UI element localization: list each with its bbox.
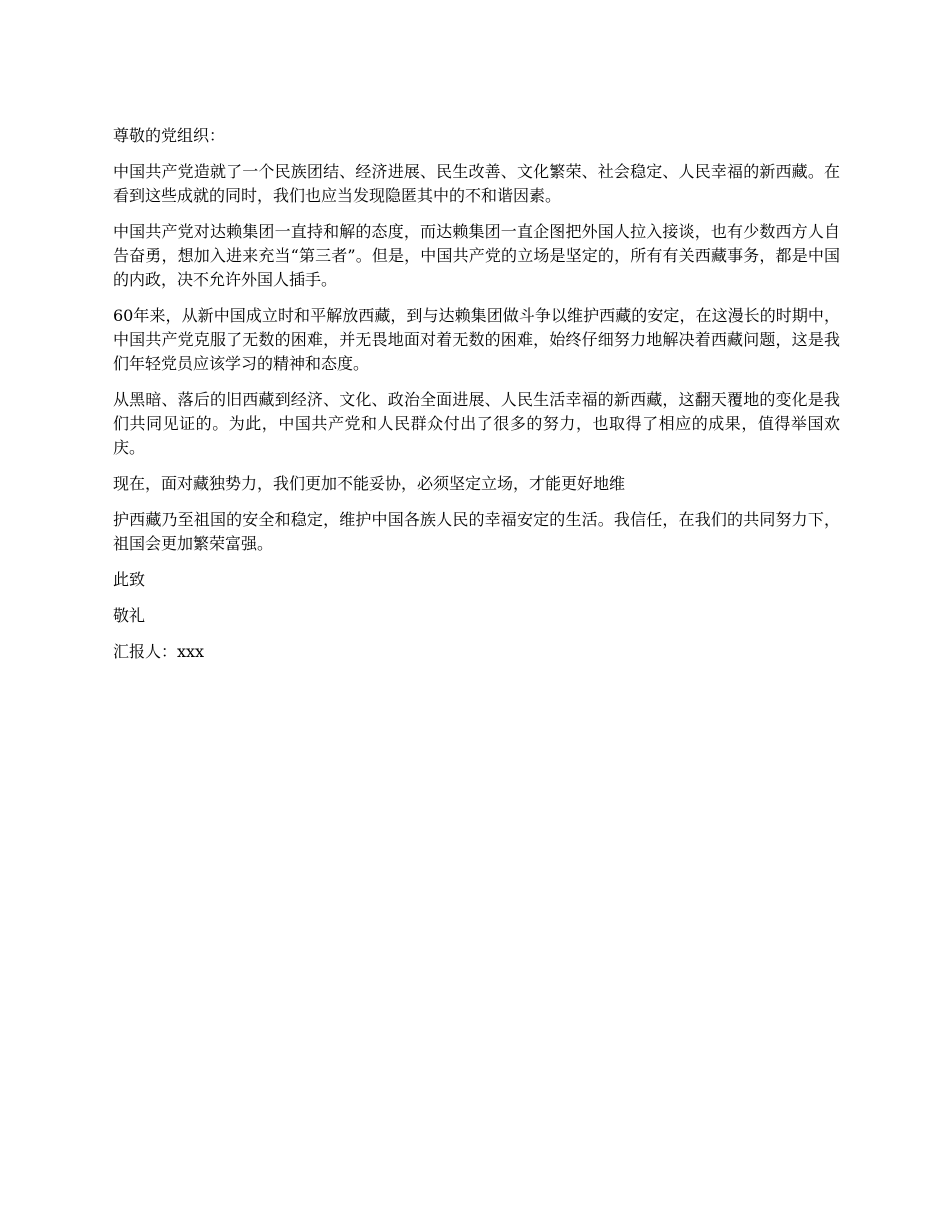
- signature: 汇报人：xxx: [113, 642, 205, 661]
- paragraph-5: 现在，面对藏独势力，我们更加不能妥协，必须坚定立场，才能更好地维: [113, 474, 626, 493]
- document-page: [113, 124, 840, 676]
- closing-line-2: 敬礼: [113, 606, 146, 625]
- paragraph-3: 60年来，从新中国成立时和平解放西藏，到与达赖集团做斗争以维护西藏的安定，在这漫长的时期中，中国共产党克服了无数的困难，并无畏地面对着无数的困难，始终仔细努力地解决着西藏问题，这是我们年轻党员应该学习的精神和态度。: [113, 306, 840, 373]
- salutation: 尊敬的党组织：: [113, 126, 226, 145]
- closing-line-1: 此致: [113, 570, 146, 589]
- paragraph-4: 从黑暗、落后的旧西藏到经济、文化、政治全面进展、人民生活幸福的新西藏，这翻天覆地的变化是我们共同见证的。为此，中国共产党和人民群众付出了很多的努力，也取得了相应的成果，值得举国欢庆。: [113, 390, 840, 457]
- paragraph-1: 中国共产党造就了一个民族团结、经济进展、民生改善、文化繁荣、社会稳定、人民幸福的新西藏。在看到这些成就的同时，我们也应当发现隐匿其中的不和谐因素。: [113, 162, 840, 205]
- paragraph-2: 中国共产党对达赖集团一直持和解的态度，而达赖集团一直企图把外国人拉入接谈，也有少数西方人自告奋勇，想加入进来充当“第三者”。但是，中国共产党的立场是坚定的，所有有关西藏事务，都是中国的内政，决不允许外国人插手。: [113, 222, 840, 289]
- paragraph-6: 护西藏乃至祖国的安全和稳定，维护中国各族人民的幸福安定的生活。我信任，在我们的共同努力下，祖国会更加繁荣富强。: [113, 510, 840, 553]
